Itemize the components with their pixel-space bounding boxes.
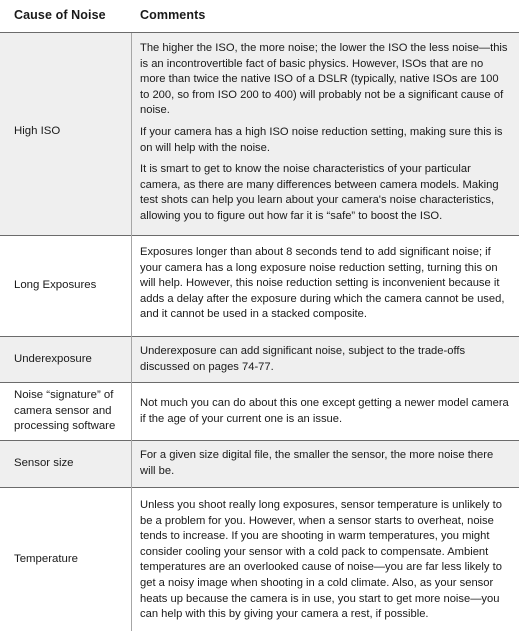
comment-paragraph: Exposures longer than about 8 seconds tend to add significant noise; if your camera has a long exposure noise reduction setting, turning this on will help. However, this noise reduction setting is inconvenient because it adds a delay after the exposure during which the camera cannot be used, and it cannot be used in a stacked composite. (140, 246, 505, 321)
comment-paragraph: For a given size digital file, the smaller the sensor, the more noise there will be. (140, 449, 494, 477)
header-comments: Comments (140, 8, 206, 22)
comment-cell (140, 498, 510, 623)
table-header-row (0, 0, 519, 33)
comment-paragraph: The higher the ISO, the more noise; the lower the ISO the less noise—this is an incontrovertible fact of basic physics. However, ISOs that are no more than twice the native ISO of a DSLR (typically, native ISOs are 100 to 200, so from ISO 200 to 400) will probably not be a significant cause of noise. (140, 42, 508, 117)
table-row (0, 33, 519, 236)
cause-cell: High ISO (14, 125, 61, 137)
table-row (0, 383, 519, 441)
comment-cell (140, 344, 510, 375)
cause-cell: Noise “signature” of camera sensor and processing software (14, 389, 116, 432)
cause-cell: Underexposure (14, 353, 92, 365)
cause-cell: Long Exposures (14, 279, 97, 291)
header-cause-of-noise: Cause of Noise (14, 8, 106, 22)
table-row (0, 236, 519, 337)
comment-paragraph: Underexposure can add significant noise, subject to the trade-offs discussed on pages 74-77. (140, 345, 466, 373)
cause-cell: Sensor size (14, 457, 74, 469)
comment-cell (140, 396, 510, 427)
comment-paragraph: Not much you can do about this one except getting a newer model camera if the age of your current one is an issue. (140, 397, 509, 425)
comment-cell (140, 245, 510, 323)
cause-cell: Temperature (14, 553, 78, 565)
comment-paragraph: If your camera has a high ISO noise reduction setting, making sure this is on will help with the noise. (140, 125, 503, 154)
table-row (0, 441, 519, 488)
table-row (0, 488, 519, 631)
table-row (0, 337, 519, 383)
comment-cell (140, 41, 510, 225)
column-divider (131, 33, 132, 631)
comment-paragraph: It is smart to get to know the noise characteristics of your particular camera, as there are many differences between camera models. Making test shots can help you learn about your camera's noise characteristics, allowing you to figure out how far it is “safe” to boost the ISO. (140, 163, 499, 222)
comment-paragraph: Unless you shoot really long exposures, sensor temperature is unlikely to be a problem for you. However, when a sensor starts to overheat, noise tends to increase. If you are shooting in warm temperatures, you might consider cooling your sensor with a cold pack to compensate. Ambient temperatures are an overlooked cause of noise—you are far less likely to get a noisy image when shooting in a cold climate. Also, as your sensor heats up because the camera is in use, you start to get more noise—you can help with this by giving your camera a rest, if possible. (140, 499, 502, 621)
comment-cell (140, 448, 510, 479)
